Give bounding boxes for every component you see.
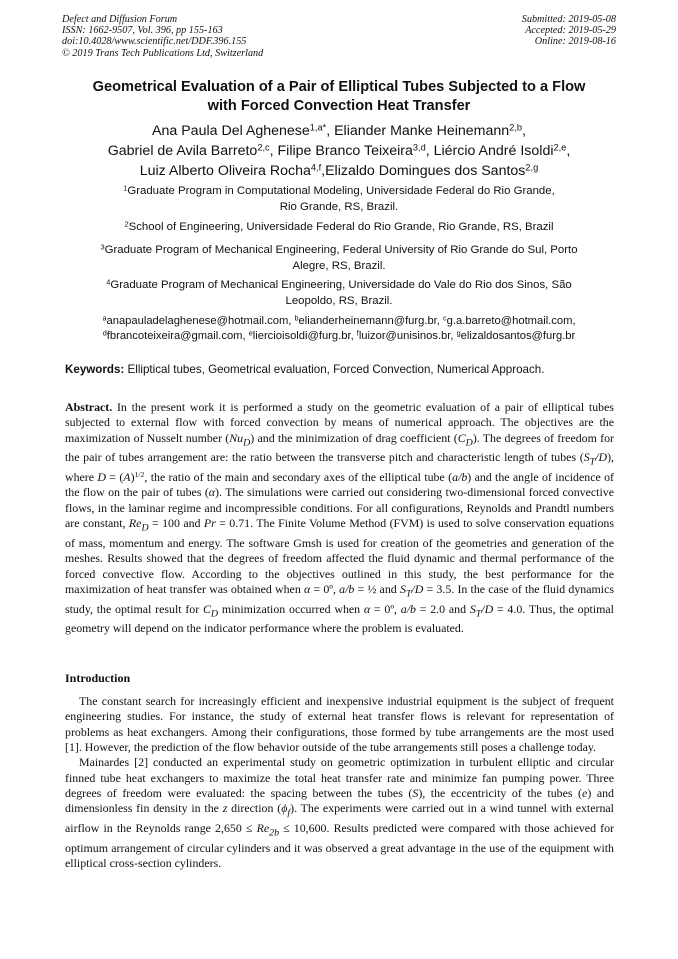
intro-text: ), the eccentricity of the tubes ( bbox=[418, 786, 583, 801]
affiliation-2 bbox=[60, 219, 618, 235]
math-sub: T bbox=[475, 608, 482, 619]
math-var: α bbox=[208, 485, 216, 500]
math-sup: 1/2 bbox=[134, 470, 145, 480]
affiliation-text: Graduate Program in Computational Modeling, Universidade Federal do Rio Grande, bbox=[127, 185, 555, 197]
introduction-body bbox=[65, 694, 614, 872]
math-var: a/b bbox=[339, 581, 355, 596]
journal-info bbox=[62, 14, 263, 59]
abstract-text: = 0º, bbox=[310, 581, 340, 596]
paper-title bbox=[50, 78, 628, 116]
math-var: ϕ bbox=[281, 801, 288, 816]
math-sub: D bbox=[141, 522, 149, 534]
math-var: Re bbox=[128, 516, 142, 531]
affiliation-1 bbox=[60, 183, 618, 215]
affiliation-4 bbox=[60, 277, 618, 309]
intro-text: ) and dimensionless fin density in the bbox=[65, 786, 614, 816]
author-sup: 2,e bbox=[553, 142, 567, 153]
email-line-1: $^a$anapauladelaghenese@hotmail.com, $^b$elianderheinemann@furg.br, $^c$g.a.barreto@hotmail.com, bbox=[102, 313, 576, 327]
online-date: Online: 2019-08-16 bbox=[534, 36, 616, 48]
abstract-text: = 100 and bbox=[148, 516, 204, 531]
introduction-heading: Introduction bbox=[65, 671, 131, 685]
author-name: Ana Paula Del Aghenese bbox=[152, 123, 310, 139]
submitted-date: Submitted: 2019-05-08 bbox=[521, 14, 616, 25]
title-line-1: Geometrical Evaluation of a Pair of Elliptical Tubes Subjected to a Flow bbox=[92, 79, 586, 95]
math-var: /D bbox=[411, 581, 424, 596]
intro-text: ≤ 10,600. Results predicted were compared with those achieved for optimum arrangement of circular cylinders and it was observed a great advantage in the use of the equipment with elliptical cross-section cylinders. bbox=[65, 821, 614, 871]
abstract-text: = 0º, bbox=[370, 601, 401, 616]
email-address[interactable]: liercioisoldi@furg.br bbox=[252, 330, 351, 342]
affiliation-number: 1 bbox=[123, 183, 128, 193]
math-sub: D bbox=[210, 608, 219, 619]
abstract-text: = 2.0 and bbox=[415, 601, 470, 616]
math-sub: 2b bbox=[269, 827, 280, 839]
author-sup: 3,d bbox=[412, 142, 426, 153]
dates-info bbox=[522, 14, 616, 48]
journal-name: Defect and Diffusion Forum bbox=[62, 14, 178, 25]
email-sup: b bbox=[294, 313, 299, 323]
abstract-text: = 4.0. Thus, the optimal geometry will depend on the indicator performance where the problem is evaluated. bbox=[65, 601, 614, 636]
math-var: A bbox=[123, 470, 131, 485]
affiliation-text: School of Engineering, Universidade Federal do Rio Grande, Rio Grande, RS, Brazil bbox=[128, 221, 554, 233]
email-sup: c bbox=[443, 313, 447, 323]
math-sub: T bbox=[405, 588, 412, 600]
author-name: Filipe Branco Teixeira bbox=[277, 143, 413, 159]
abstract-text: = ½ and bbox=[354, 581, 400, 596]
email-sup: g bbox=[456, 328, 461, 338]
affiliation-text: Graduate Program of Mechanical Engineering, Federal University of Rio Grande do Sul, Porto bbox=[104, 244, 578, 256]
abstract-text: ) and the angle of incidence of the flow on the pair of tubes ( bbox=[65, 470, 614, 500]
email-address[interactable]: fbrancoteixeira@gmail.com bbox=[106, 330, 243, 342]
issn-line: ISSN: 1662-9507, Vol. 396, pp 155-163 bbox=[62, 25, 223, 37]
author-sup: 2,c bbox=[257, 142, 270, 153]
math-var: Pr bbox=[203, 516, 216, 531]
intro-text: direction ( bbox=[227, 801, 282, 816]
intro-text: ). The experiments were carried out in a wind tunnel with external airflow in the Reynolds range 2,650 ≤ bbox=[65, 801, 614, 836]
intro-paragraph-1: The constant search for increasingly efficient and inexpensive industrial equipment is the subject of frequent engineering studies. For instance, the study of external heat transfer flows is relevant for representation of problems as heat exchangers. Among their configurations, those formed by tube arrangements are the most used [1]. However, the prediction of the flow behavior outside of the tube arrangements still poses a challenge today. bbox=[65, 694, 614, 755]
author-line-1: Ana Paula Del Aghenese$^{1,a*}$, Eliander Manke Heinemann$^{2,b}$, bbox=[152, 122, 526, 139]
math-var: Re bbox=[256, 821, 270, 836]
accepted-date: Accepted: 2019-05-29 bbox=[525, 25, 616, 37]
math-sub: f bbox=[287, 807, 291, 819]
math-var: /D bbox=[595, 450, 608, 465]
math-var: α bbox=[303, 581, 311, 596]
author-line-3: Luiz Alberto Oliveira Rocha$^{4,f}$,Elizaldo Domingues dos Santos$^{2,g}$ bbox=[139, 162, 539, 179]
author-name: Luiz Alberto Oliveira Rocha bbox=[139, 163, 311, 179]
math-sub: D bbox=[243, 437, 251, 449]
affiliation-text: Rio Grande, RS, Brazil. bbox=[279, 201, 399, 213]
math-sub: T bbox=[589, 456, 596, 468]
math-var: S bbox=[399, 581, 406, 596]
email-sup: e bbox=[248, 328, 253, 338]
abstract-text: In the present work it is performed a study on the geometric evaluation of a pair of elliptical tubes subjected to external flow with forced convection by means of numerical approach. The objectives are the maximization of Nusselt number ( bbox=[65, 400, 614, 445]
author-name: Liércio André Isoldi bbox=[433, 143, 554, 159]
author-list bbox=[40, 121, 638, 181]
email-address[interactable]: g.a.barreto@hotmail.com bbox=[446, 315, 573, 327]
email-sup: d bbox=[102, 328, 107, 338]
email-address[interactable]: elianderheinemann@furg.br bbox=[298, 315, 437, 327]
affiliation-number: 4 bbox=[106, 277, 111, 287]
author-sup: 1,a* bbox=[309, 122, 327, 133]
math-var: Nu bbox=[229, 430, 244, 445]
math-var: D bbox=[97, 470, 106, 485]
abstract-text: , the ratio of the main and secondary axes of the elliptical tube ( bbox=[144, 470, 453, 485]
intro-paragraph-2 bbox=[65, 755, 614, 871]
math-var: e bbox=[582, 786, 588, 801]
abstract-text: ), where bbox=[65, 450, 614, 485]
copyright-line: © 2019 Trans Tech Publications Ltd, Switzerland bbox=[62, 47, 264, 59]
abstract-text: ). The degrees of freedom for the pair of tubes arrangement are: the ratio between the transverse pitch and characteristic length of tubes ( bbox=[65, 430, 614, 465]
abstract-paragraph bbox=[65, 400, 614, 637]
abstract-text: = 3.5. In the case of the fluid dynamics study, the optimal result for bbox=[65, 581, 614, 616]
affiliation-text: Leopoldo, RS, Brazil. bbox=[285, 295, 393, 307]
author-sup: 2,g bbox=[525, 162, 539, 173]
abstract-label: Abstract. bbox=[65, 400, 113, 414]
intro-text: Mainardes [2] conducted an experimental study on geometric optimization in turbulent elliptic and circular finned tube heat exchangers to maximize the total heat transfer rate and minimize fan pumping power. Three degrees of freedom were evaluated: the spacing between the tubes ( bbox=[65, 755, 614, 801]
math-var: S bbox=[469, 601, 476, 616]
email-address[interactable]: luizor@unisinos.br bbox=[358, 330, 451, 342]
math-var: C bbox=[457, 430, 466, 445]
author-name: Gabriel de Avila Barreto bbox=[107, 143, 258, 159]
email-address[interactable]: elizaldosantos@furg.br bbox=[460, 330, 576, 342]
keywords bbox=[65, 362, 615, 377]
keywords-label: Keywords: bbox=[65, 363, 125, 376]
author-name: Elizaldo Domingues dos Santos bbox=[325, 163, 526, 179]
math-var: α bbox=[363, 601, 371, 616]
math-sub: D bbox=[465, 437, 473, 449]
abstract-text: ) and the minimization of drag coefficient ( bbox=[250, 430, 458, 445]
author-name: Eliander Manke Heinemann bbox=[334, 123, 510, 139]
abstract-text: = 0.71. The Finite Volume Method (FVM) is used to solve conservation equations of mass, momentum and energy. The software Gmsh is used for creation of the geometries and generation of the meshes. Results showed that the degrees of freedom affected the fluid dynamic and thermal performance of the forced convective flow. According to the objectives outlined in this study, the best performance for the maximization of heat transfer was obtained when bbox=[65, 516, 615, 596]
email-line-2: $^d$fbrancoteixeira@gmail.com, $^e$liercioisoldi@furg.br, $^f$luizor@unisinos.br, $^g$elizaldosantos@furg.br bbox=[102, 328, 576, 342]
abstract-text: minimization occurred when bbox=[218, 601, 364, 616]
author-sup: 2,b bbox=[509, 122, 523, 133]
author-line-2: Gabriel de Avila Barreto$^{2,c}$, Filipe Branco Teixeira$^{3,d}$, Liércio André Isoldi$^{2,e}$, bbox=[107, 142, 571, 159]
abstract-text: ). The simulations were carried out considering two-dimensional forced convective flows, in the laminar regime and incompressible conditions. For all configurations, Reynolds and Prandtl numbers are constant, bbox=[65, 485, 614, 531]
math-var: S bbox=[412, 786, 419, 801]
math-var: a/b bbox=[400, 601, 416, 616]
math-var: z bbox=[222, 801, 228, 816]
doi-line: doi:10.4028/www.scientific.net/DDF.396.155 bbox=[62, 36, 247, 48]
affiliation-number: 3 bbox=[100, 242, 105, 252]
email-sup: f bbox=[356, 328, 359, 338]
email-sup: a bbox=[102, 313, 107, 323]
keywords-text: Elliptical tubes, Geometrical evaluation, Forced Convection, Numerical Approach. bbox=[127, 363, 545, 376]
abstract-text: ) bbox=[130, 470, 135, 485]
author-sup: 4,f bbox=[310, 162, 322, 173]
math-var: C bbox=[202, 601, 211, 616]
math-var: /D bbox=[481, 601, 494, 616]
affiliation-text: Alegre, RS, Brazil. bbox=[292, 260, 386, 272]
math-var: a/b bbox=[452, 470, 468, 485]
affiliation-text: Graduate Program of Mechanical Engineering, Universidade do Vale do Rio dos Sinos, São bbox=[110, 279, 572, 291]
title-line-2: with Forced Convection Heat Transfer bbox=[207, 98, 471, 114]
math-var: S bbox=[583, 450, 590, 465]
email-address[interactable]: anapauladelaghenese@hotmail.com bbox=[106, 315, 289, 327]
email-list bbox=[50, 314, 628, 344]
abstract bbox=[65, 400, 614, 637]
affiliation-3 bbox=[60, 242, 618, 274]
affiliation-number: 2 bbox=[124, 219, 129, 229]
abstract-text: = ( bbox=[105, 470, 124, 485]
